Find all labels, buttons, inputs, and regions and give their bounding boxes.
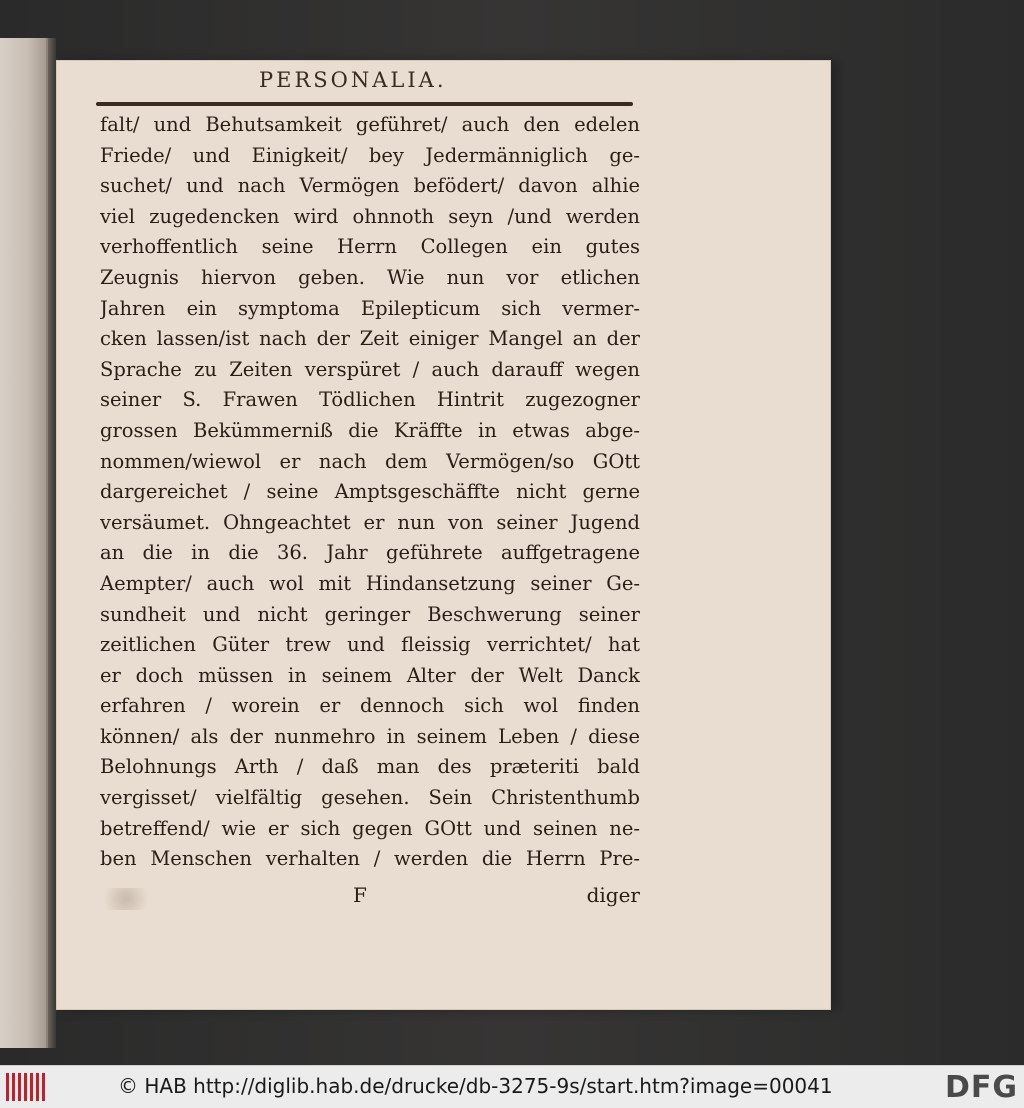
text-line: Sprache zu Zeiten verspüret / auch darauff wegen bbox=[100, 357, 640, 381]
text-line: betreffend/ wie er sich gegen GOtt und seinen ne- bbox=[100, 816, 640, 840]
dfg-logo: DFG bbox=[944, 1070, 1018, 1105]
text-line: falt/ und Behutsamkeit geführet/ auch den edelen bbox=[100, 113, 640, 136]
text-line: vergisset/ vielfältig gesehen. Sein Christenthumb bbox=[100, 786, 640, 810]
text-line: Zeugnis hiervon geben. Wie nun vor etlichen bbox=[100, 265, 640, 289]
text-line: nommen/wiewol er nach dem Vermögen/so GOtt bbox=[100, 449, 640, 473]
text-line: Aempter/ auch wol mit Hindansetzung seiner Ge- bbox=[100, 571, 640, 595]
running-head: PERSONALIA. bbox=[259, 68, 447, 92]
previous-page-edge bbox=[0, 38, 48, 1048]
viewer-footer bbox=[0, 1065, 1024, 1108]
text-line: verhoffentlich seine Herrn Collegen ein gutes bbox=[100, 235, 640, 259]
text-line: Friede/ und Einigkeit/ bey Jedermänniglich ge- bbox=[100, 143, 640, 167]
book-page bbox=[56, 60, 831, 1010]
text-line: dargereichet / seine Amptsgeschäffte nicht gerne bbox=[100, 480, 640, 504]
text-line: viel zugedencken wird ohnnoth seyn /und werden bbox=[100, 204, 640, 228]
text-line: können/ als der nunmehro in seinem Leben / diese bbox=[100, 724, 640, 748]
text-line: zeitlichen Güter trew und fleissig verrichtet/ hat bbox=[100, 633, 640, 657]
text-line: seiner S. Frawen Tödlichen Hintrit zugezogner bbox=[100, 388, 640, 412]
copyright-link[interactable]: © HAB http://diglib.hab.de/drucke/db-3275-9s/start.htm?image=00041 bbox=[118, 1074, 833, 1098]
text-line: sundheit und nicht geringer Beschwerung seiner bbox=[100, 602, 640, 626]
text-line: Jahren ein symptoma Epilepticum sich vermer- bbox=[100, 296, 640, 320]
text-line: versäumet. Ohngeachtet er nun von seiner Jugend bbox=[100, 510, 640, 534]
barcode-icon bbox=[6, 1073, 48, 1101]
catchword: diger bbox=[586, 883, 640, 907]
text-line: ben Menschen verhalten / werden die Herrn Pre- bbox=[100, 847, 640, 871]
text-line: erfahren / worein er dennoch sich wol finden bbox=[100, 694, 640, 718]
page-footer-marks bbox=[100, 883, 640, 915]
text-line: an die in die 36. Jahr geführete auffgetragene bbox=[100, 541, 640, 565]
header-rule bbox=[96, 102, 633, 106]
text-line: cken lassen/ist nach der Zeit einiger Mangel an der bbox=[100, 327, 640, 351]
text-line: Belohnungs Arth / daß man des præteriti bald bbox=[100, 755, 640, 779]
binding-shadow bbox=[48, 38, 56, 1048]
text-line: er doch müssen in seinem Alter der Welt Danck bbox=[100, 663, 640, 687]
signature-mark: F bbox=[353, 883, 367, 907]
body-text bbox=[100, 110, 640, 875]
text-line: suchet/ und nach Vermögen befödert/ davon alhie bbox=[100, 174, 640, 198]
text-line: grossen Bekümmerniß die Kräffte in etwas abge- bbox=[100, 418, 640, 442]
